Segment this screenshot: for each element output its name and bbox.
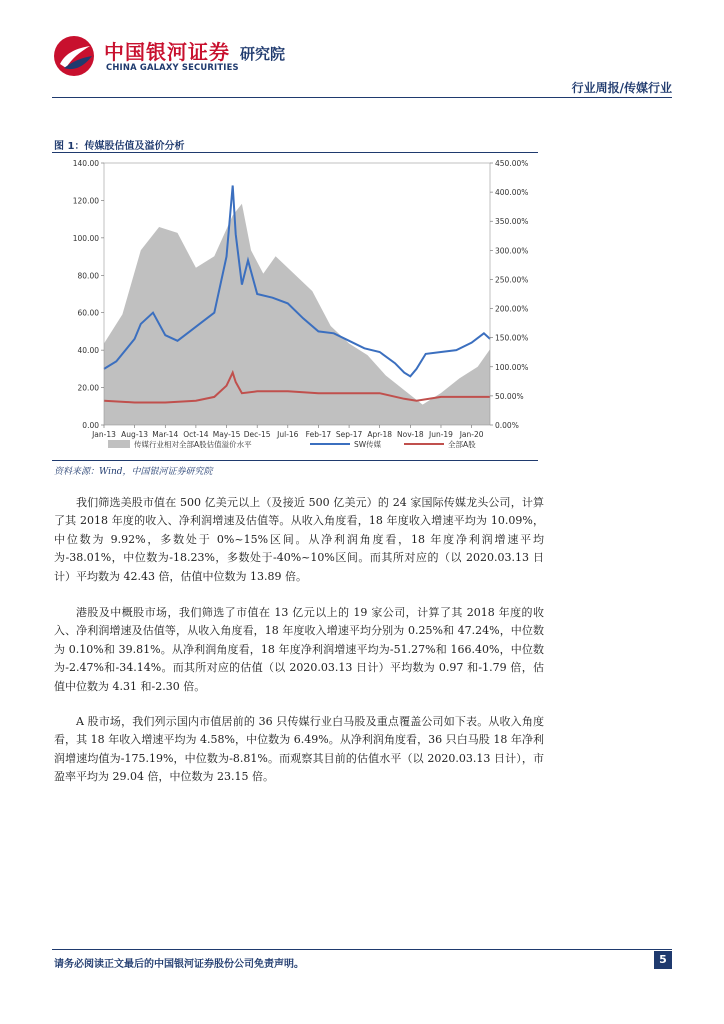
chart-legend [108,439,476,449]
y-left-tick-label: 0.00 [82,421,99,430]
y-right-tick-label: 0.00% [495,421,519,430]
y-right-tick-label: 100.00% [495,362,529,372]
x-tick-label: Nov-18 [397,430,424,439]
y-right-tick-label: 300.00% [495,246,529,256]
galaxy-logo-icon [52,34,96,78]
x-tick-label: Oct-14 [183,430,209,439]
x-tick-label: Aug-13 [121,430,149,439]
x-tick-label: Feb-17 [305,430,332,439]
y-left-tick-label: 100.00 [72,233,99,243]
y-left-tick-label: 80.00 [77,271,99,281]
figure-bottom-rule [52,460,538,461]
legend-label: 传媒行业相对全部A股估值溢价水平 [134,440,252,449]
brand-name-cn: 中国银河证券 [104,40,230,64]
brand-institute: 研究院 [240,45,286,63]
figure-top-rule [52,152,538,153]
y-left-tick-label: 120.00 [72,196,99,206]
header-divider [52,97,672,98]
legend-label: 全部A股 [448,440,476,449]
legend-label: SW传媒 [354,440,382,449]
y-right-tick-label: 250.00% [495,275,529,285]
y-left-tick-label: 40.00 [77,346,99,356]
x-tick-label: Apr-18 [367,430,393,439]
x-tick-label: Jun-19 [428,430,453,439]
footer-divider [52,949,672,950]
figure-title: 图 1：传媒股估值及溢价分析 [54,141,185,152]
legend-swatch-premium [108,440,130,448]
figure-source: 资料来源：Wind，中国银河证券研究院 [54,467,213,477]
x-tick-label: Sep-17 [335,430,363,439]
paragraph-a-share-media: A 股市场，我们列示国内市值居前的 36 只传媒行业白马股及重点覆盖公司如下表。从收入角度看，其 18 年收入增速平均为 4.58%，中位数为 6.49%。从净利润角度看，36 只白马股 18 年净利润增速均值为-175.19%，中位数为-8.81%。而观察其目前的估值水平（以 2020.03.13 日计），市盈率平均为 29.04 倍，中位数为 23.15 倍。 [54,715,544,784]
y-left-tick-label: 140.00 [72,159,99,168]
x-tick-label: Jan-13 [92,430,116,439]
x-tick-label: Dec-15 [243,430,271,439]
y-right-tick-label: 350.00% [495,217,529,227]
y-right-tick-label: 200.00% [495,304,529,314]
paragraph-hk-media: 港股及中概股市场，我们筛选了市值在 13 亿元以上的 19 家公司，计算了其 2018 年度的收入、净利润增速及估值等，从收入角度看，18 年度收入增速平均分别为 0.25%和 47.24%，中位数为 0.10%和 39.81%。从净利润角度看，18 年度净利润增速平均为-51.27%和 166.40%，中位数为-2.47%和-34.14%。而其所对应的估值（以 2020.03.13 日计）平均数为 0.97 和-1.79 倍，估值中位数为 4.31 和-2.30 倍。 [54,606,544,693]
brand-name-en: CHINA GALAXY SECURITIES [106,62,239,72]
y-right-tick-label: 400.00% [495,188,529,198]
y-left-tick-label: 20.00 [77,383,99,393]
y-right-tick-label: 50.00% [495,391,524,401]
y-left-tick-label: 60.00 [77,308,99,318]
y-right-tick-label: 450.00% [495,159,529,168]
x-tick-label: May-15 [212,430,241,439]
x-tick-label: Jan-20 [459,430,484,439]
x-tick-label: Mar-14 [152,430,179,439]
x-tick-label: Jul-16 [277,430,299,439]
paragraph-us-media: 我们筛选美股市值在 500 亿美元以上（及接近 500 亿美元）的 24 家国际传媒龙头公司，计算了其 2018 年度的收入、净利润增速及估值等。从收入角度看，18 年度收入增速平均为 10.09%，中位数为 9.92%，多数处于 0%~15%区间。从净利润角度看，18 年度净利润增速平均为-38.01%，中位数为-18.23%，多数处于-40%~10%区间。而其所对应的（以 2020.03.13 日计）平均数为 42.43 倍，估值中位数为 13.89 倍。 [54,496,544,583]
section-tag: 行业周报/传媒行业 [571,81,672,95]
page-number: 5 [654,951,672,969]
valuation-chart [52,155,538,460]
y-right-tick-label: 150.00% [495,333,529,343]
footer-disclaimer: 请务必阅读正文最后的中国银河证券股份公司免责声明。 [54,959,304,970]
